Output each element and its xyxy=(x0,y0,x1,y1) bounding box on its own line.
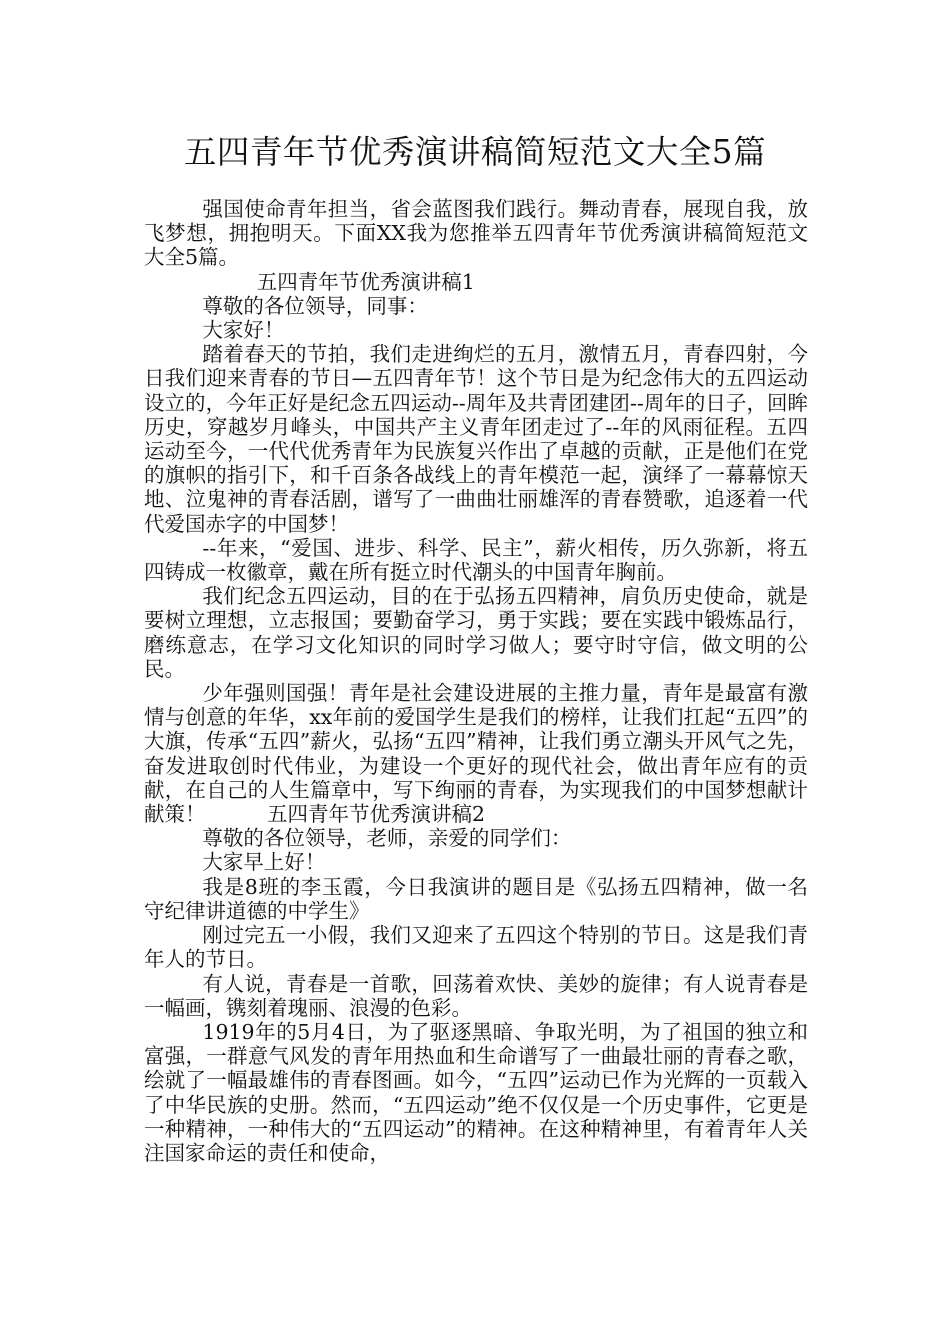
paragraph: 我们纪念五四运动，目的在于弘扬五四精神，肩负历史使命，就是要树立理想，立志报国；要勤奋学习，勇于实践；要在实践中锻炼品行，磨练意志，在学习文化知识的同时学习做人；要守时守信，做文明的公民。 xyxy=(144,584,808,681)
paragraph: --年来，“爱国、进步、科学、民主”，薪火相传，历久弥新，将五四铸成一枚徽章，戴在所有挺立时代潮头的中国青年胸前。 xyxy=(144,535,808,585)
section-heading-1: 五四青年节优秀演讲稿1 xyxy=(256,269,475,294)
greeting-1: 大家好！ xyxy=(202,318,285,343)
paragraph: 有人说，青春是一首歌，回荡着欢快、美妙的旋律；有人说青春是一幅画，镌刻着瑰丽、浪漫的色彩。 xyxy=(144,971,808,1020)
salutation-2: 尊敬的各位领导，老师，亲爱的同学们： xyxy=(202,826,572,851)
paragraph: 刚过完五一小假，我们又迎来了五四这个特别的节日。这是我们青年人的节日。 xyxy=(144,923,808,972)
document-body xyxy=(144,197,808,1165)
paragraph: 1919年的5月4日，为了驱逐黑暗、争取光明，为了祖国的独立和富强，一群意气风发的青年用热血和生命谱写了一曲最壮丽的青春之歌，绘就了一幅最雄伟的青春图画。如今，“五四”运动已作为光辉的一页载入了中华民族的史册。然而，“五四运动”绝不仅仅是一个历史事件，它更是一种精神，一种伟大的“五四运动”的精神。在这种精神里，有着青年人关注国家命运的责任和使命， xyxy=(144,1019,808,1165)
paragraph: 我是8班的李玉霞，今日我演讲的题目是《弘扬五四精神，做一名守纪律讲道德的中学生》 xyxy=(144,874,808,923)
greeting-2: 大家早上好！ xyxy=(202,850,326,875)
paragraph-intro: 强国使命青年担当，省会蓝图我们践行。舞动青春，展现自我，放飞梦想，拥抱明天。下面XX我为您推举五四青年节优秀演讲稿简短范文大全5篇。 xyxy=(144,197,808,270)
paragraph: 踏着春天的节拍，我们走进绚烂的五月，激情五月，青春四射，今日我们迎来青春的节日—五四青年节！这个节日是为纪念伟大的五四运动设立的，今年正好是纪念五四运动--周年及共青团建团--周年的日子，回眸历史，穿越岁月峰头，中国共产主义青年团走过了--年的风雨征程。五四运动至今，一代代优秀青年为民族复兴作出了卓越的贡献，正是他们在党的旗帜的指引下，和千百条各战线上的青年模范一起，演绎了一幕幕惊天地、泣鬼神的青春活剧，谱写了一曲曲壮丽雄浑的青春赞歌，追逐着一代代爱国赤字的中国梦！ xyxy=(144,342,808,536)
document-title: 五四青年节优秀演讲稿简短范文大全5篇 xyxy=(183,133,767,171)
paragraph: 少年强则国强！青年是社会建设进展的主推力量，青年是最富有激情与创意的年华，xx年前的爱国学生是我们的榜样，让我们扛起“五四”的大旗，传承“五四”薪火，弘扬“五四”精神，让我们勇立潮头开风气之先，奋发进取创时代伟业，为建设一个更好的现代社会，做出青年应有的贡献，在自己的人生篇章中，写下绚丽的青春，为实现我们的中国梦想献计献策！ 五四青年节优秀演讲稿2 xyxy=(144,681,808,827)
salutation-1: 尊敬的各位领导，同事： xyxy=(202,293,428,318)
